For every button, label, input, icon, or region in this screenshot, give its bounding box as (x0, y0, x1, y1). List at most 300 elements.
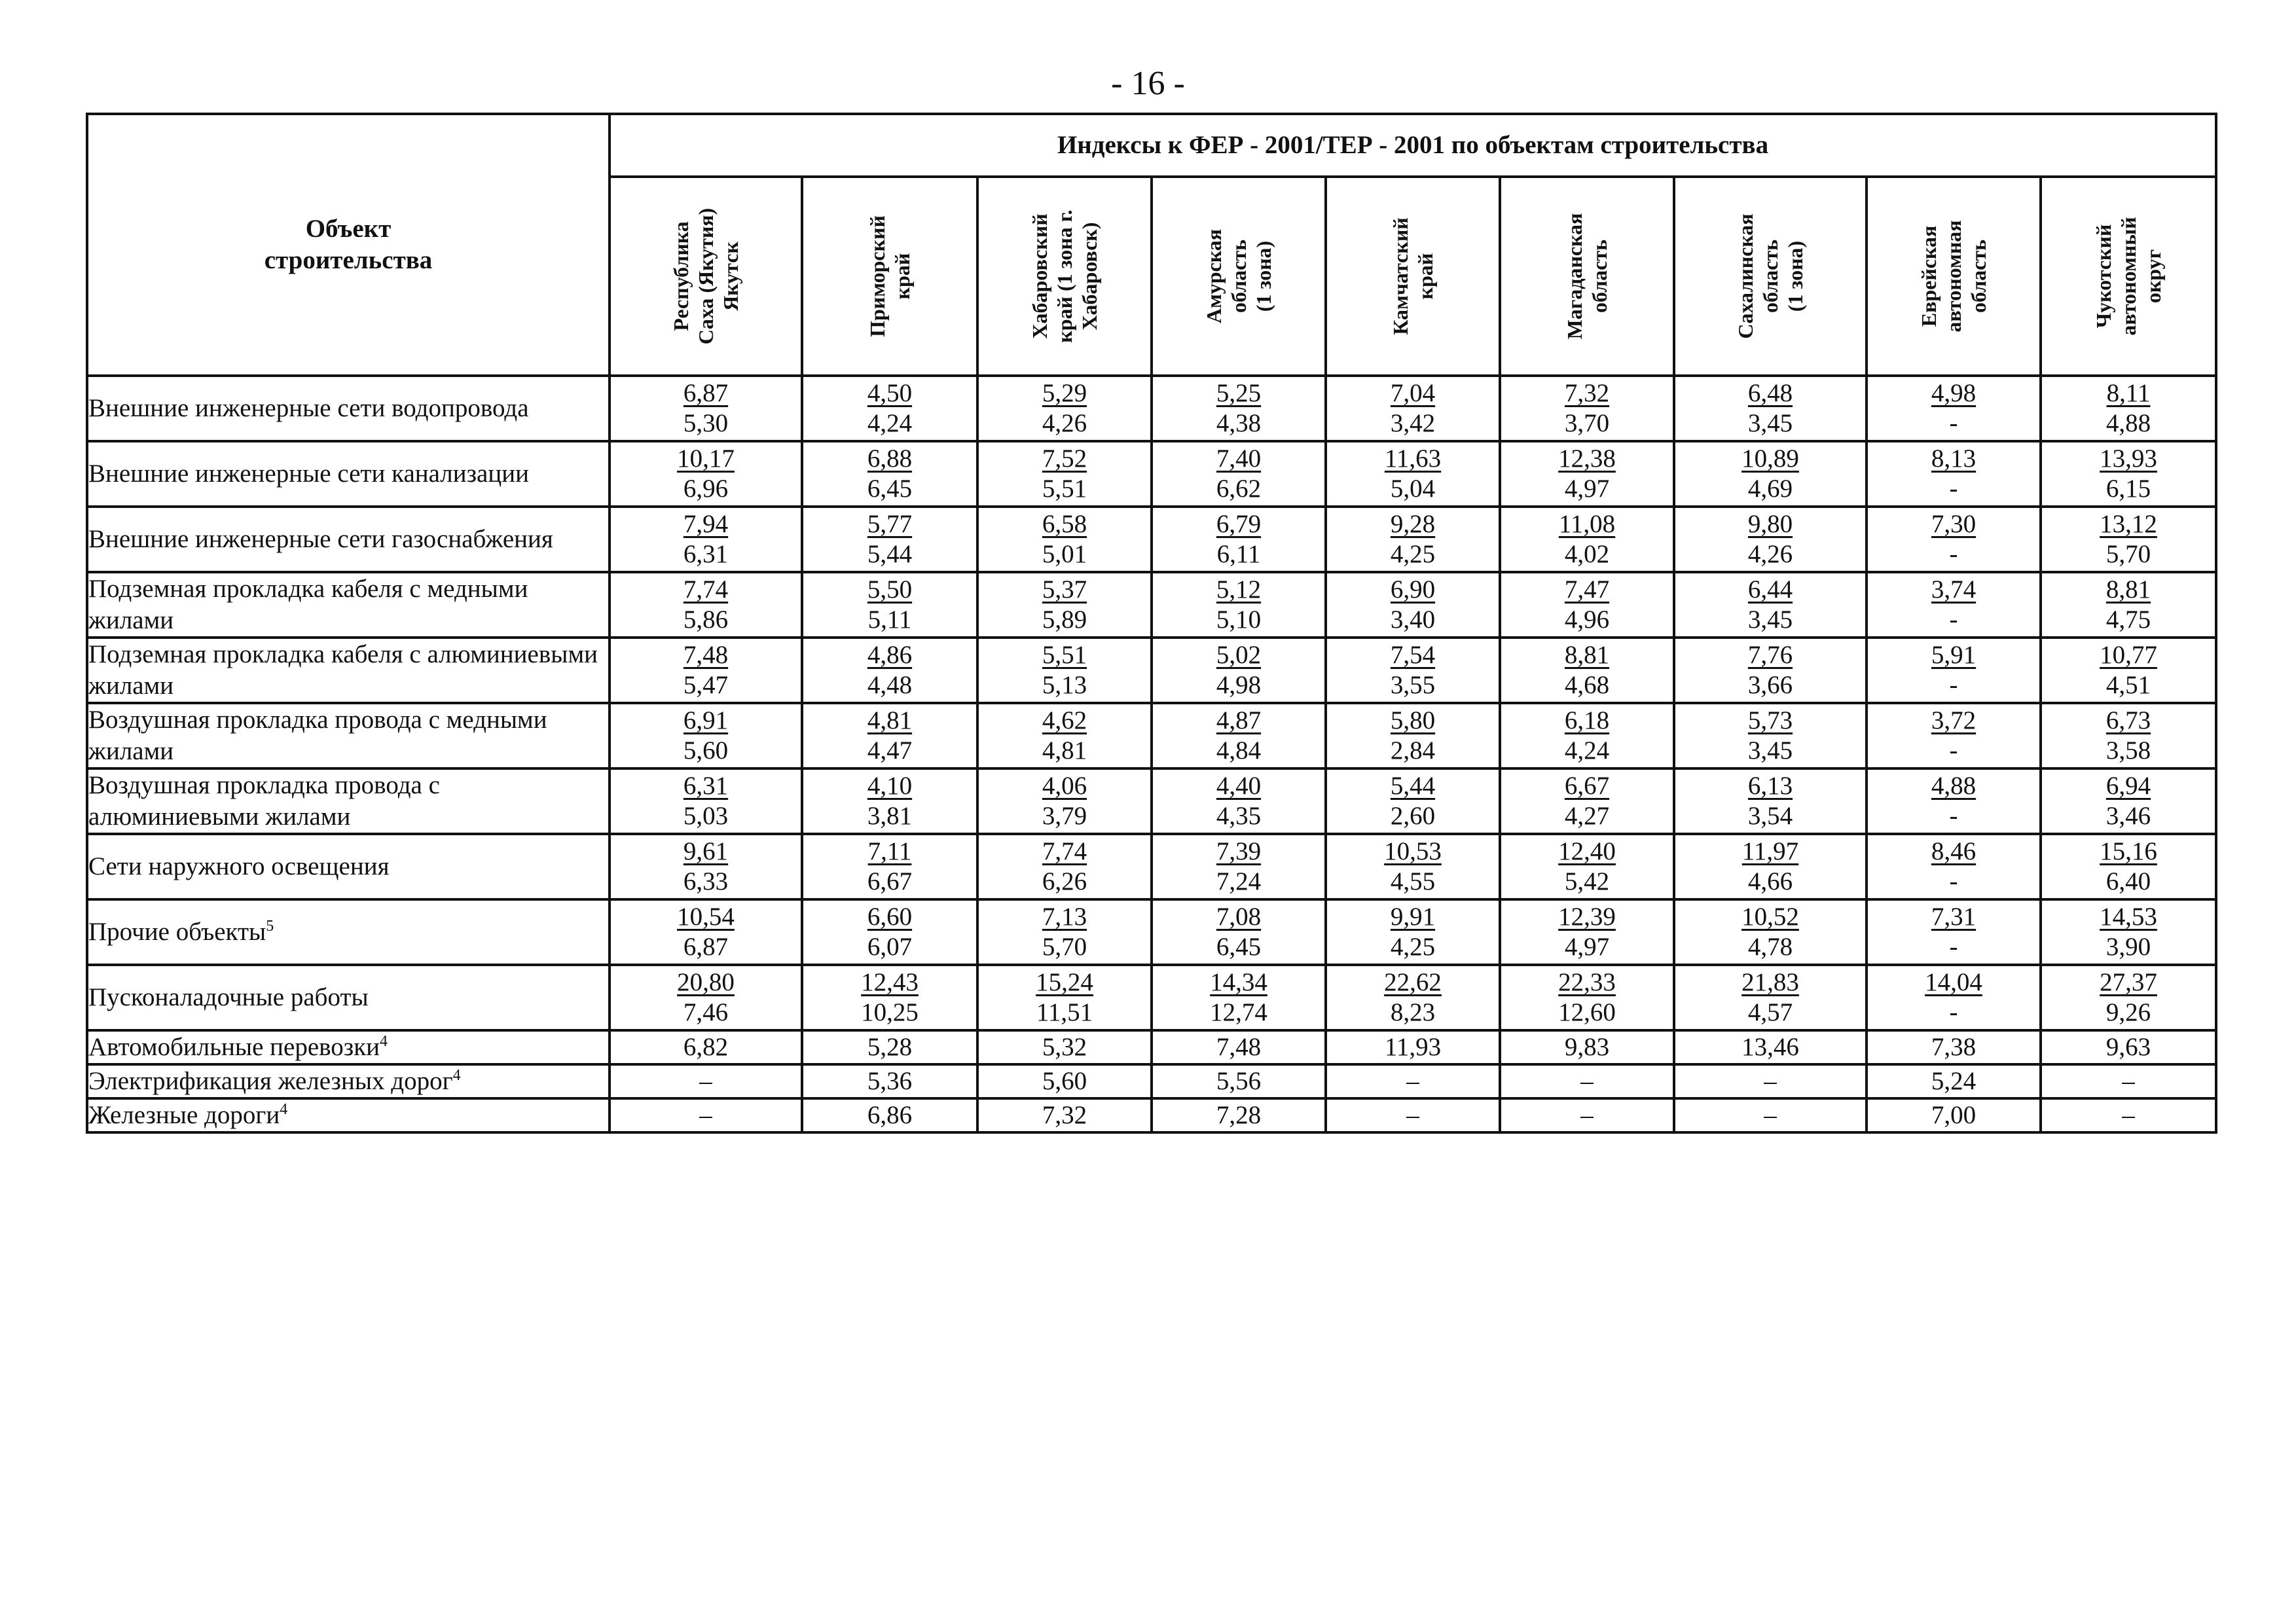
index-total: 7,74 (683, 575, 729, 604)
index-cell (977, 638, 1152, 703)
index-cell (977, 899, 1152, 965)
index-equipment: 3,81 (867, 802, 913, 830)
index-equipment: 7,24 (1216, 867, 1262, 895)
index-cell (1500, 507, 1674, 572)
index-cell (610, 572, 802, 638)
index-total: 5,44 (1390, 772, 1436, 800)
index-cell (802, 834, 977, 899)
index-total: 11,08 (1558, 510, 1616, 538)
index-equipment: 12,74 (1210, 998, 1267, 1026)
object-name: Внешние инженерные сети газоснабжения (88, 525, 553, 553)
index-total: 4,81 (867, 706, 913, 734)
index-equipment: 5,11 (867, 605, 912, 634)
index-cell (2041, 507, 2216, 572)
index-equipment: 3,70 (1564, 409, 1610, 437)
object-name: Автомобильные перевозки (88, 1033, 380, 1061)
table-row (87, 768, 2216, 834)
index-total: 4,50 (867, 379, 913, 407)
index-cell: 7,32 (977, 1098, 1152, 1132)
index-equipment: 2,84 (1390, 736, 1436, 765)
object-name-cell (87, 1030, 610, 1064)
region-header-label: Камчатский край (1389, 217, 1437, 335)
index-cell (2041, 768, 2216, 834)
index-total: 21,83 (1741, 968, 1799, 996)
index-total: 13,12 (2100, 510, 2157, 538)
region-header-label: Сахалинская область (1 зона) (1734, 213, 1807, 339)
index-total: 9,91 (1390, 903, 1436, 931)
index-equipment: 4,75 (2105, 605, 2151, 634)
index-cell (1867, 572, 2041, 638)
index-equipment: 3,58 (2105, 736, 2151, 765)
index-cell (2041, 899, 2216, 965)
index-equipment: 4,69 (1747, 475, 1793, 503)
index-equipment: 6,96 (683, 475, 729, 503)
object-name-cell (87, 638, 610, 703)
object-name: Прочие объекты (88, 918, 266, 946)
index-cell: 6,82 (610, 1030, 802, 1064)
index-equipment: 12,60 (1558, 998, 1616, 1026)
index-total: 7,76 (1747, 641, 1793, 669)
index-equipment: 6,11 (1216, 540, 1261, 568)
index-cell: – (610, 1064, 802, 1098)
index-equipment: 3,55 (1390, 671, 1436, 699)
index-equipment: 3,42 (1390, 409, 1436, 437)
index-cell: 9,83 (1500, 1030, 1674, 1064)
index-equipment: - (1949, 540, 1958, 568)
object-name-cell (87, 703, 610, 768)
object-name-cell (87, 441, 610, 507)
object-name: Воздушная прокладка провода с алюминиевыми жилами (88, 771, 440, 831)
index-total: 7,13 (1042, 903, 1087, 931)
index-equipment: 4,68 (1564, 671, 1610, 699)
index-cell (977, 965, 1152, 1030)
index-cell (1152, 572, 1326, 638)
index-cell (802, 703, 977, 768)
index-equipment: 6,26 (1042, 867, 1087, 895)
index-cell (1326, 703, 1500, 768)
index-total: 3,72 (1931, 706, 1977, 734)
index-total: 7,04 (1390, 379, 1436, 407)
region-header-label: Приморский край (866, 215, 914, 337)
index-equipment: 5,10 (1216, 605, 1262, 634)
index-cell: – (1326, 1064, 1500, 1098)
index-cell (1152, 376, 1326, 441)
index-total: 10,89 (1741, 444, 1799, 473)
index-cell: 5,28 (802, 1030, 977, 1064)
index-cell (1326, 572, 1500, 638)
index-total: 10,53 (1384, 837, 1442, 865)
object-name-cell (87, 376, 610, 441)
index-cell (2041, 572, 2216, 638)
index-cell (977, 703, 1152, 768)
index-cell (1152, 703, 1326, 768)
index-total: 8,81 (1564, 641, 1610, 669)
index-cell (1152, 834, 1326, 899)
index-total: 12,38 (1558, 444, 1616, 473)
index-total: 6,87 (683, 379, 729, 407)
object-name-cell (87, 572, 610, 638)
index-cell (1674, 638, 1867, 703)
index-equipment: 3,46 (2105, 802, 2151, 830)
index-total: 6,48 (1747, 379, 1793, 407)
table-row (87, 441, 2216, 507)
region-header (1152, 177, 1326, 376)
index-equipment: 5,44 (867, 540, 913, 568)
object-name: Электрификация железных дорог (88, 1067, 453, 1095)
index-total: 4,87 (1216, 706, 1262, 734)
index-total: 7,32 (1564, 379, 1610, 407)
index-cell: – (2041, 1098, 2216, 1132)
index-equipment: - (1949, 605, 1958, 634)
region-header (610, 177, 802, 376)
index-total: 7,31 (1931, 903, 1977, 931)
object-name: Воздушная прокладка провода с медными жилами (88, 706, 547, 765)
index-cell (610, 834, 802, 899)
index-cell (802, 376, 977, 441)
index-total: 11,63 (1384, 444, 1442, 473)
index-cell (610, 768, 802, 834)
index-equipment: - (1949, 802, 1958, 830)
index-total: 14,53 (2100, 903, 2157, 931)
object-name-cell (87, 1064, 610, 1098)
index-cell (610, 899, 802, 965)
index-total: 8,13 (1931, 444, 1977, 473)
index-total: 8,81 (2105, 575, 2151, 604)
index-cell (1500, 899, 1674, 965)
index-equipment: 4,47 (867, 736, 913, 765)
index-cell (1674, 703, 1867, 768)
index-cell: 7,28 (1152, 1098, 1326, 1132)
index-equipment: 3,40 (1390, 605, 1436, 634)
index-cell (1867, 507, 2041, 572)
index-total: 8,46 (1931, 837, 1977, 865)
index-total: 4,62 (1042, 706, 1087, 734)
index-cell (1674, 441, 1867, 507)
index-cell (1500, 768, 1674, 834)
index-total: 7,47 (1564, 575, 1610, 604)
index-equipment: - (1949, 933, 1958, 961)
index-cell: – (1500, 1064, 1674, 1098)
index-total: 7,52 (1042, 444, 1087, 473)
index-equipment: 10,25 (861, 998, 919, 1026)
index-equipment: 5,86 (683, 605, 729, 634)
index-total: 14,04 (1925, 968, 1982, 996)
index-total: 12,39 (1558, 903, 1616, 931)
index-equipment: 4,27 (1564, 802, 1610, 830)
index-equipment: 5,70 (1042, 933, 1087, 961)
index-cell (1674, 834, 1867, 899)
index-total: 4,98 (1931, 379, 1977, 407)
index-equipment: 5,04 (1390, 475, 1436, 503)
index-total: 5,02 (1216, 641, 1262, 669)
region-header-label: Хабаровский край (1 зона г. Хабаровск) (1028, 209, 1101, 343)
index-equipment: 11,51 (1036, 998, 1093, 1026)
index-cell (610, 507, 802, 572)
index-equipment: 4,24 (867, 409, 913, 437)
index-cell (1674, 507, 1867, 572)
index-cell (1152, 507, 1326, 572)
table-row (87, 1030, 2216, 1064)
index-total: 20,80 (677, 968, 735, 996)
object-column-header-label: Объект строительства (264, 215, 433, 274)
index-total: 7,08 (1216, 903, 1262, 931)
object-name-cell (87, 1098, 610, 1132)
object-name-cell (87, 507, 610, 572)
index-cell: 7,48 (1152, 1030, 1326, 1064)
index-cell (1500, 572, 1674, 638)
index-cell (1867, 376, 2041, 441)
index-cell: 6,86 (802, 1098, 977, 1132)
region-header (802, 177, 977, 376)
table-row (87, 507, 2216, 572)
index-equipment: 3,45 (1747, 605, 1793, 634)
index-equipment: 4,84 (1216, 736, 1262, 765)
index-total: 6,94 (2105, 772, 2151, 800)
index-equipment: 5,51 (1042, 475, 1087, 503)
index-total: 22,33 (1558, 968, 1616, 996)
region-header-label: Магаданская область (1563, 213, 1611, 340)
index-equipment: 6,33 (683, 867, 729, 895)
index-cell (977, 441, 1152, 507)
index-equipment: 4,24 (1564, 736, 1610, 765)
index-total: 6,18 (1564, 706, 1610, 734)
object-name: Железные дороги (88, 1101, 280, 1129)
index-cell (1500, 441, 1674, 507)
index-cell (1500, 965, 1674, 1030)
index-equipment: 5,89 (1042, 605, 1087, 634)
index-cell (802, 965, 977, 1030)
index-total: 7,48 (683, 641, 729, 669)
index-equipment: 3,45 (1747, 409, 1793, 437)
index-cell: 5,60 (977, 1064, 1152, 1098)
index-total: 8,11 (2106, 379, 2151, 407)
index-equipment: 4,98 (1216, 671, 1262, 699)
index-equipment: 4,25 (1390, 540, 1436, 568)
index-cell (1152, 965, 1326, 1030)
index-cell (1326, 376, 1500, 441)
index-total: 12,43 (861, 968, 919, 996)
index-total: 6,67 (1564, 772, 1610, 800)
object-name: Подземная прокладка кабеля с алюминиевыми жилами (88, 640, 598, 700)
index-total: 5,73 (1747, 706, 1793, 734)
index-cell (1674, 768, 1867, 834)
page-number: - 16 - (1111, 65, 1185, 102)
index-total: 6,88 (867, 444, 913, 473)
index-equipment: 7,46 (683, 998, 729, 1026)
index-equipment: 4,35 (1216, 802, 1262, 830)
index-total: 5,51 (1042, 641, 1087, 669)
index-equipment: 4,25 (1390, 933, 1436, 961)
index-cell (977, 376, 1152, 441)
index-cell (610, 376, 802, 441)
index-cell: – (1500, 1098, 1674, 1132)
footnote-mark: 4 (280, 1101, 288, 1118)
index-total: 10,54 (677, 903, 735, 931)
object-name: Внешние инженерные сети водопровода (88, 394, 529, 422)
table-row (87, 572, 2216, 638)
index-cell: 7,38 (1867, 1030, 2041, 1064)
table-row (87, 834, 2216, 899)
region-header (2041, 177, 2216, 376)
object-name-cell (87, 768, 610, 834)
footnote-mark: 5 (266, 918, 274, 935)
index-total: 7,74 (1042, 837, 1087, 865)
index-cell (610, 441, 802, 507)
index-equipment: 6,31 (683, 540, 729, 568)
index-cell: 5,56 (1152, 1064, 1326, 1098)
index-equipment: 5,70 (2105, 540, 2151, 568)
index-cell (1867, 768, 2041, 834)
index-cell (1500, 703, 1674, 768)
index-cell (977, 572, 1152, 638)
object-name-cell (87, 834, 610, 899)
index-cell (1867, 441, 2041, 507)
table-row (87, 1064, 2216, 1098)
index-cell (802, 768, 977, 834)
index-equipment: 4,57 (1747, 998, 1793, 1026)
index-cell: 5,36 (802, 1064, 977, 1098)
index-equipment: 4,81 (1042, 736, 1087, 765)
object-name-cell (87, 965, 610, 1030)
index-equipment: 3,79 (1042, 802, 1087, 830)
region-header-label: Чукотский автономный округ (2092, 217, 2165, 336)
index-equipment: 2,60 (1390, 802, 1436, 830)
index-cell: – (2041, 1064, 2216, 1098)
index-equipment: 4,38 (1216, 409, 1262, 437)
index-total: 7,11 (867, 837, 912, 865)
index-equipment: 6,87 (683, 933, 729, 961)
index-cell (1867, 834, 2041, 899)
object-name: Сети наружного освещения (88, 852, 390, 880)
index-total: 5,80 (1390, 706, 1436, 734)
index-total: 7,94 (683, 510, 729, 538)
index-equipment: 3,90 (2105, 933, 2151, 961)
index-equipment: 6,67 (867, 867, 913, 895)
index-equipment: 5,13 (1042, 671, 1087, 699)
index-total: 10,17 (677, 444, 735, 473)
index-cell (610, 703, 802, 768)
index-cell (802, 572, 977, 638)
object-name: Внешние инженерные сети канализации (88, 460, 529, 488)
index-equipment: 3,66 (1747, 671, 1793, 699)
table-row (87, 376, 2216, 441)
index-equipment: 4,96 (1564, 605, 1610, 634)
index-total: 5,25 (1216, 379, 1262, 407)
index-cell: 9,63 (2041, 1030, 2216, 1064)
table-row (87, 965, 2216, 1030)
index-equipment: 5,47 (683, 671, 729, 699)
object-name-cell (87, 899, 610, 965)
index-total: 9,28 (1390, 510, 1436, 538)
index-equipment: 4,66 (1747, 867, 1793, 895)
index-equipment: 5,42 (1564, 867, 1610, 895)
index-equipment: 6,45 (867, 475, 913, 503)
index-total: 22,62 (1384, 968, 1442, 996)
index-total: 6,13 (1747, 772, 1793, 800)
index-total: 10,52 (1741, 903, 1799, 931)
indices-group-header-label: Индексы к ФЕР - 2001/ТЕР - 2001 по объектам строительства (1057, 131, 1769, 159)
index-cell: – (610, 1098, 802, 1132)
index-cell: 5,24 (1867, 1064, 2041, 1098)
index-equipment: - (1949, 736, 1958, 765)
index-cell (1867, 638, 2041, 703)
index-equipment: 4,26 (1042, 409, 1087, 437)
index-total: 27,37 (2100, 968, 2157, 996)
table-body (87, 376, 2216, 1132)
index-cell (1674, 572, 1867, 638)
index-total: 4,10 (867, 772, 913, 800)
index-equipment: 4,78 (1747, 933, 1793, 961)
index-equipment: 6,07 (867, 933, 913, 961)
index-total: 4,06 (1042, 772, 1087, 800)
index-cell (2041, 376, 2216, 441)
index-cell (1152, 638, 1326, 703)
index-total: 6,79 (1216, 510, 1262, 538)
index-total: 4,40 (1216, 772, 1262, 800)
index-cell: 7,00 (1867, 1098, 2041, 1132)
region-header-label: Республика Саха (Якутия) Якутск (669, 208, 742, 345)
region-header (1326, 177, 1500, 376)
index-cell: – (1674, 1098, 1867, 1132)
index-equipment: - (1949, 998, 1958, 1026)
index-total: 11,97 (1741, 837, 1799, 865)
object-name: Пусконаладочные работы (88, 983, 369, 1011)
index-cell (1152, 899, 1326, 965)
index-total: 4,86 (867, 641, 913, 669)
index-cell (2041, 834, 2216, 899)
index-equipment: 6,62 (1216, 475, 1262, 503)
footnote-mark: 4 (380, 1033, 388, 1050)
region-header (1867, 177, 2041, 376)
object-name: Подземная прокладка кабеля с медными жилами (88, 575, 528, 634)
index-cell (977, 834, 1152, 899)
index-equipment: 3,45 (1747, 736, 1793, 765)
index-equipment: - (1949, 671, 1958, 699)
index-total: 7,39 (1216, 837, 1262, 865)
region-header-label: Еврейская автономная область (1917, 220, 1990, 333)
index-cell: – (1326, 1098, 1500, 1132)
region-header (1500, 177, 1674, 376)
index-cell (2041, 638, 2216, 703)
index-cell (610, 638, 802, 703)
index-equipment: - (1949, 409, 1958, 437)
index-total: 5,91 (1931, 641, 1977, 669)
index-equipment: 4,26 (1747, 540, 1793, 568)
index-equipment: - (1949, 475, 1958, 503)
index-cell (1326, 507, 1500, 572)
index-cell (1674, 376, 1867, 441)
index-equipment: 8,23 (1390, 998, 1436, 1026)
index-total: 9,61 (683, 837, 729, 865)
index-equipment: 5,01 (1042, 540, 1087, 568)
index-total: 6,58 (1042, 510, 1087, 538)
index-equipment: 5,60 (683, 736, 729, 765)
index-cell (1326, 965, 1500, 1030)
index-equipment: 6,45 (1216, 933, 1262, 961)
index-equipment: 6,40 (2105, 867, 2151, 895)
index-cell (1867, 899, 2041, 965)
index-total: 3,74 (1931, 575, 1977, 604)
index-total: 13,93 (2100, 444, 2157, 473)
index-equipment: 4,97 (1564, 475, 1610, 503)
region-header (1674, 177, 1867, 376)
index-cell (1500, 376, 1674, 441)
index-cell (802, 899, 977, 965)
index-cell (1326, 768, 1500, 834)
index-cell (1867, 703, 2041, 768)
index-cell (802, 638, 977, 703)
index-cell (802, 441, 977, 507)
